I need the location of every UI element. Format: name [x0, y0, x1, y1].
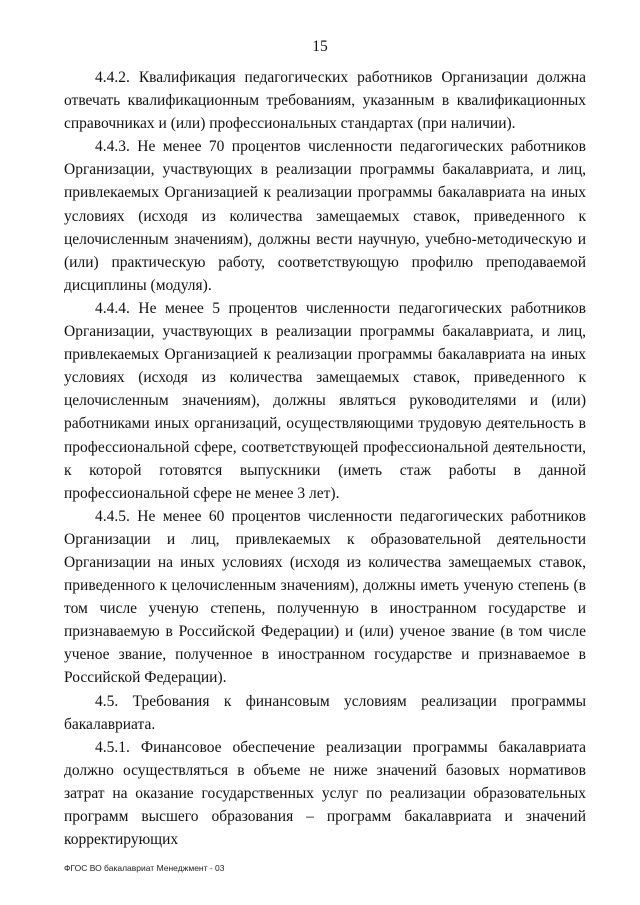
paragraph-4-5-1: 4.5.1. Финансовое обеспечение реализации программы бакалавриата должно осуществляться в объеме не ниже значений базовых нормативов затрат на оказание государственных услуг по реализации образовательных программ высшего образования – программ бакалавриата и значений корректирующих: [64, 738, 586, 849]
paragraph-4-4-2: 4.4.2. Квалификация педагогических работников Организации должна отвечать квалификационным требованиям, указанным в квалификационных справочниках и (или) профессиональных стандартах (при наличии).: [64, 69, 586, 133]
document-footer: ФГОС ВО бакалавриат Менеджмент - 03: [64, 863, 225, 873]
paragraph-4-4-5: 4.4.5. Не менее 60 процентов численности педагогических работников Организации и лиц, привлекаемых к образовательной деятельности Организации на иных условиях (исходя из количества замещаемых ставок, приведенного к целочисленным значениям), должны иметь ученую степень (в том числе ученую степень, полученную в иностранном государстве и признаваемую в Российской Федерации) и (или) ученое звание (в том числе ученое звание, полученное в иностранном государстве и признаваемое в Российской Федерации).: [64, 507, 586, 687]
page-number: 15: [312, 38, 328, 55]
document-body: [64, 66, 586, 851]
paragraph-4-5: 4.5. Требования к финансовым условиям реализации программы бакалавриата.: [64, 692, 586, 733]
paragraph-4-4-3: 4.4.3. Не менее 70 процентов численности педагогических работников Организации, участвующих в реализации программы бакалавриата, и лиц, привлекаемых Организацией к реализации программы бакалавриата на иных условиях (исходя из количества замещаемых ставок, приведенного к целочисленным значениям), должны вести научную, учебно-методическую и (или) практическую работу, соответствующую профилю преподаваемой дисциплины (модуля).: [64, 138, 586, 294]
paragraph-4-4-4: 4.4.4. Не менее 5 процентов численности педагогических работников Организации, участвующих в реализации программы бакалавриата, и лиц, привлекаемых Организацией к реализации программы бакалавриата на иных условиях (исходя из количества замещаемых ставок, приведенного к целочисленным значениям), должны являться руководителями и (или) работниками иных организаций, осуществляющими трудовую деятельность в профессиональной сфере, соответствующей профессиональной деятельности, к которой готовятся выпускники (иметь стаж работы в данной профессиональной сфере не менее 3 лет).: [64, 299, 586, 502]
